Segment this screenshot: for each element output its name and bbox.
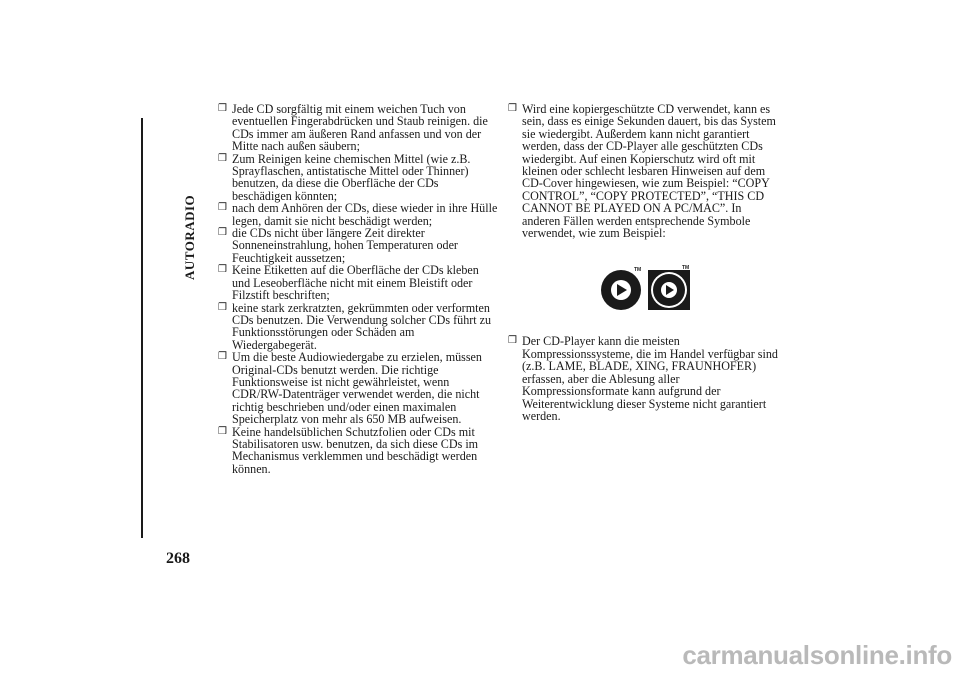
checkbox-bullet-icon: ❒ <box>218 227 227 239</box>
trademark-label: TM <box>682 265 690 272</box>
left-bullet-list <box>218 103 498 475</box>
list-item: ❒ Der CD-Player kann die meisten Kompressionssysteme, die im Handel verfügbar sind (z.B. LAME, BLADE, XING, FRAUNHOFER) erfassen, aber die Ablesung aller Kompressionsformate kann aufgrund der Weiterentwicklung dieser Systeme nicht garantiert werden. <box>508 334 778 423</box>
page-number: 268 <box>166 550 190 567</box>
copy-protection-symbols <box>598 265 694 313</box>
list-item: ❒ Zum Reinigen keine chemischen Mittel (wie z.B. Sprayflaschen, antistatische Mittel oder Thinner) benutzen, da diese die Oberfläche der CDs beschädigen könnten; <box>218 151 471 203</box>
checkbox-bullet-icon: ❒ <box>508 335 517 347</box>
checkbox-bullet-icon: ❒ <box>218 425 227 437</box>
trademark-label: TM <box>634 267 642 274</box>
list-item: ❒ Wird eine kopiergeschützte CD verwendet, kann es sein, dass es einige Sekunden dauert, bis das System sie wiedergibt. Außerdem kann nicht garantiert werden, dass der CD-Player alle geschützten CDs wiedergibt. Auf einen Kopierschutz wird oft mit kleinen oder schlecht lesbaren Hinweisen auf dem CD-Cover hingewiesen, wie zum Beispiel: “COPY CONTROL”, “COPY PROTECTED”, “THIS CD CANNOT BE PLAYED ON A PC/MAC”. In anderen Fällen werden entsprechende Symbole verwendet, wie zum Beispiel: <box>508 102 776 241</box>
list-item: ❒ keine stark zerkratzten, gekrümmten oder verformten CDs benutzen. Die Verwendung solcher CDs führt zu Funktionsstörungen oder Schäden am Wiedergabegerät. <box>218 300 492 352</box>
checkbox-bullet-icon: ❒ <box>218 103 227 114</box>
section-label: AUTORADIO <box>182 194 197 280</box>
left-column <box>218 103 498 475</box>
copy-control-square-icon <box>646 265 692 311</box>
list-item: ❒ Jede CD sorgfältig mit einem weichen Tuch von eventuellen Fingerabdrücken und Staub reinigen. die CDs immer am äußeren Rand anfassen und von der Mitte nach außen säubern; <box>218 102 488 154</box>
checkbox-bullet-icon: ❒ <box>508 103 517 114</box>
watermark: carmanualsonline.info <box>682 640 952 670</box>
copy-control-round-icon <box>598 265 644 311</box>
right-bullet-list-2 <box>508 335 780 422</box>
checkbox-bullet-icon: ❒ <box>218 264 227 276</box>
list-item: ❒ Keine Etiketten auf die Oberfläche der CDs kleben und Leseoberfläche nicht mit einem Bleistift oder Filzstift beschriften; <box>218 263 479 303</box>
checkbox-bullet-icon: ❒ <box>218 202 227 214</box>
list-item: ❒ Um die beste Audiowiedergabe zu erzielen, müssen Original-CDs benutzt werden. Die richtige Funktionsweise ist nicht gewährleistet, wenn CDR/RW-Datenträger verwendet werden, die nicht richtig beschrieben und/oder einen maximalen Speicherplatz von mehr als 650 MB aufweisen. <box>218 350 482 427</box>
list-item: ❒ nach dem Anhören der CDs, diese wieder in ihre Hülle legen, damit sie nicht beschädigt werden; <box>218 201 498 228</box>
list-item: ❒ Keine handelsüblichen Schutzfolien oder CDs mit Stabilisatoren usw. benutzen, da sich diese CDs im Mechanismus verklemmen und beschädigt werden können. <box>218 424 479 476</box>
margin-rule <box>141 118 143 538</box>
checkbox-bullet-icon: ❒ <box>218 152 227 164</box>
right-bullet-list <box>508 103 780 239</box>
checkbox-bullet-icon: ❒ <box>218 301 227 313</box>
list-item: ❒ die CDs nicht über längere Zeit direkter Sonneneinstrahlung, hohen Temperaturen oder Feuchtigkeit aussetzen; <box>218 226 458 265</box>
checkbox-bullet-icon: ❒ <box>218 351 227 363</box>
right-column <box>508 103 780 422</box>
